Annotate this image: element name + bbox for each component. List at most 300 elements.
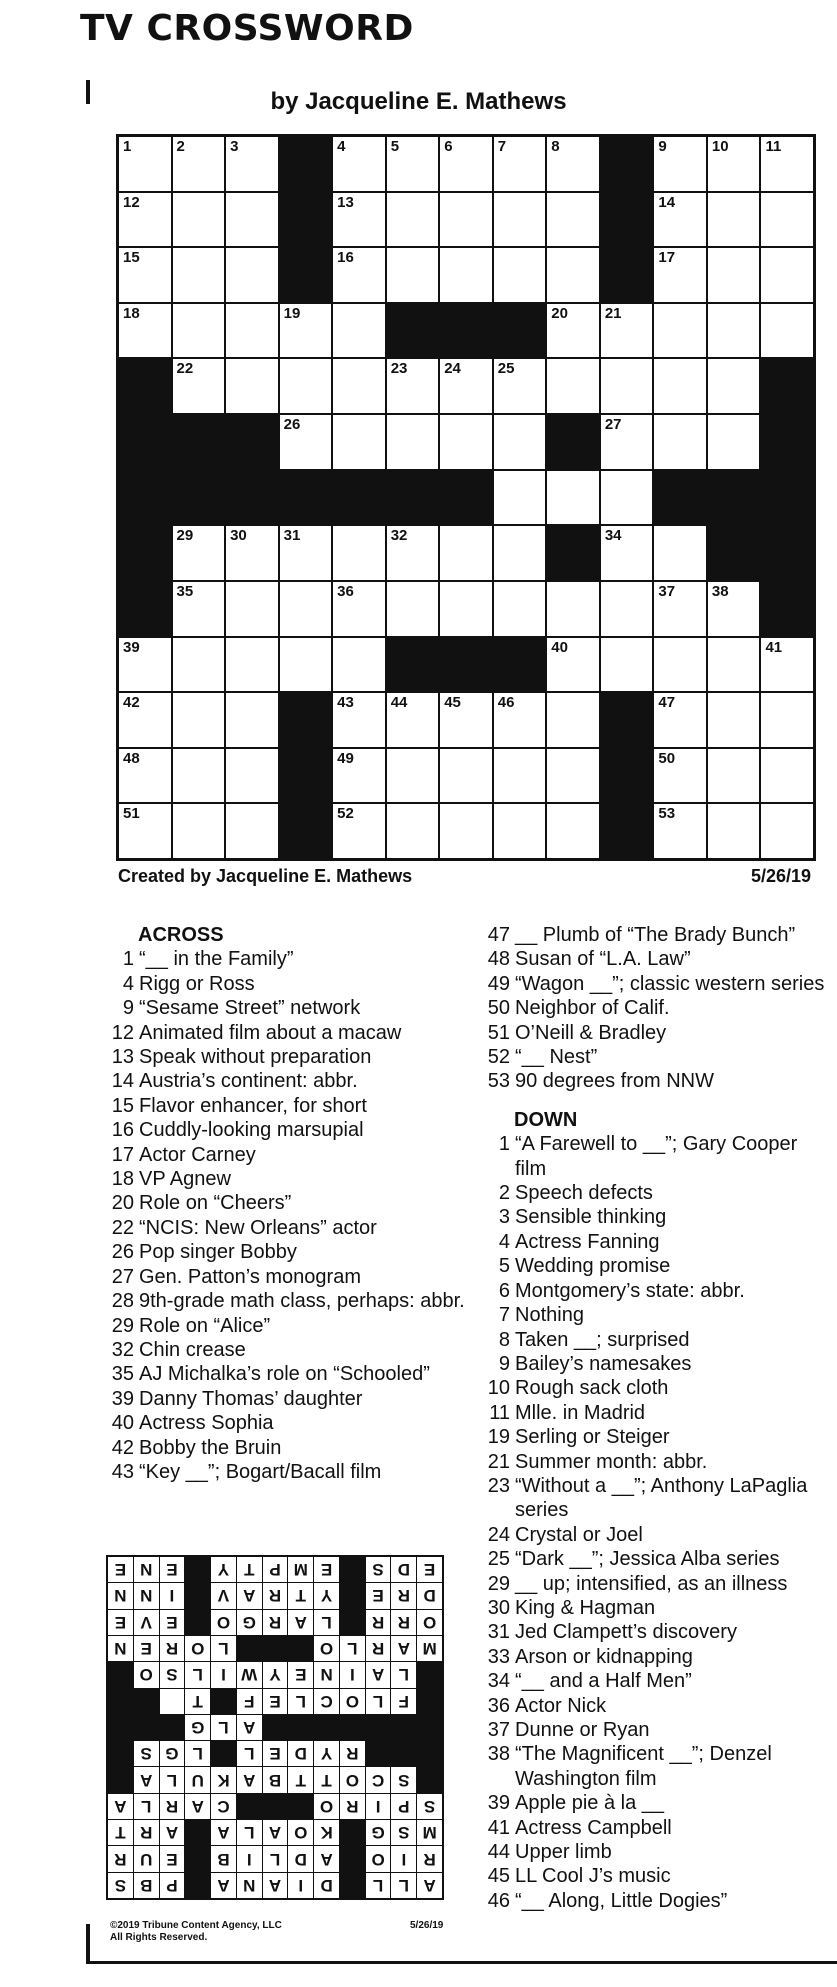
grid-cell[interactable] [119, 804, 171, 858]
black-square [387, 471, 439, 525]
grid-cell[interactable] [654, 248, 706, 302]
solution-cell: T [288, 1583, 313, 1608]
clue-number: 30 [487, 1596, 510, 1619]
solution-black-square [340, 1610, 365, 1635]
down-clue [476, 1205, 831, 1229]
grid-cell[interactable] [173, 693, 225, 747]
grid-cell[interactable] [226, 137, 278, 191]
grid-cell[interactable] [440, 137, 492, 191]
grid-cell[interactable] [173, 526, 225, 580]
grid-cell[interactable] [547, 304, 599, 358]
grid-cell[interactable] [494, 193, 546, 247]
black-square [601, 749, 653, 803]
grid-cell[interactable] [547, 638, 599, 692]
clue-text: Flavor enhancer, for short [139, 1094, 367, 1117]
grid-cell[interactable] [173, 193, 225, 247]
grid-cell[interactable] [601, 471, 653, 525]
grid-cell[interactable] [173, 804, 225, 858]
grid-cell[interactable] [708, 415, 760, 469]
grid-cell[interactable] [333, 638, 385, 692]
grid-cell[interactable] [440, 526, 492, 580]
solution-cell: E [288, 1662, 313, 1687]
black-square [226, 471, 278, 525]
solution-cell: N [237, 1873, 262, 1898]
grid-cell[interactable] [654, 304, 706, 358]
clue-number: 15 [123, 249, 140, 267]
grid-cell[interactable] [387, 193, 439, 247]
grid-cell[interactable] [601, 359, 653, 413]
grid-cell[interactable] [226, 749, 278, 803]
clue-text: Bailey’s namesakes [515, 1352, 692, 1375]
black-square [119, 526, 171, 580]
clue-text: Montgomery’s state: abbr. [515, 1279, 745, 1302]
clue-text: Actor Carney [139, 1143, 256, 1166]
grid-cell[interactable] [761, 304, 813, 358]
grid-cell[interactable] [761, 749, 813, 803]
grid-cell[interactable] [708, 359, 760, 413]
clue-text: King & Hagman [515, 1596, 656, 1619]
clue-number: 22 [111, 1216, 134, 1239]
grid-cell[interactable] [547, 359, 599, 413]
grid-cell[interactable] [654, 526, 706, 580]
clue-text: Actress Fanning [515, 1230, 660, 1253]
solution-cell: L [391, 1873, 416, 1898]
down-clue [476, 1230, 831, 1254]
across-clue [100, 1387, 470, 1411]
clue-number: 41 [765, 638, 783, 656]
solution-cell: L [160, 1767, 185, 1792]
across-clue [100, 1069, 470, 1093]
solution-cell: G [366, 1820, 391, 1845]
grid-cell[interactable] [494, 415, 546, 469]
grid-cell[interactable] [654, 804, 706, 858]
clue-text: Mlle. in Madrid [515, 1401, 646, 1424]
solution-black-square [263, 1636, 288, 1661]
solution-cell: U [134, 1846, 159, 1871]
solution-cell: L [391, 1662, 416, 1687]
solution-cell: T [288, 1767, 313, 1792]
clue-number: 34 [487, 1670, 510, 1693]
grid-cell[interactable] [226, 359, 278, 413]
grid-cell[interactable] [708, 693, 760, 747]
solution-black-square [417, 1662, 442, 1687]
grid-cell[interactable] [440, 248, 492, 302]
clue-column-left [100, 923, 470, 1484]
solution-cell: M [288, 1557, 313, 1582]
clue-text: “NCIS: New Orleans” actor [139, 1216, 377, 1239]
clue-number: 6 [498, 1279, 510, 1302]
black-square [226, 415, 278, 469]
solution-cell: R [391, 1583, 416, 1608]
solution-cell: M [417, 1636, 442, 1661]
clue-number: 20 [551, 304, 568, 322]
black-square [173, 415, 225, 469]
solution-cell: C [366, 1767, 391, 1792]
grid-cell[interactable] [708, 582, 760, 636]
grid-cell[interactable] [601, 526, 653, 580]
grid-cell[interactable] [654, 749, 706, 803]
down-clue [476, 1450, 831, 1474]
grid-cell[interactable] [440, 693, 492, 747]
grid-cell[interactable] [440, 582, 492, 636]
grid-cell[interactable] [547, 248, 599, 302]
solution-cell: N [108, 1636, 133, 1661]
solution-cell: R [417, 1846, 442, 1871]
grid-cell[interactable] [494, 248, 546, 302]
grid-cell[interactable] [601, 638, 653, 692]
grid-cell[interactable] [654, 415, 706, 469]
grid-cell[interactable] [654, 638, 706, 692]
solution-cell: E [263, 1689, 288, 1714]
clue-text: “__ in the Family” [139, 948, 294, 971]
grid-cell[interactable] [494, 804, 546, 858]
grid-cell[interactable] [547, 749, 599, 803]
grid-cell[interactable] [333, 359, 385, 413]
grid-cell[interactable] [333, 693, 385, 747]
grid-cell[interactable] [333, 304, 385, 358]
solution-cell: B [134, 1873, 159, 1898]
clue-number: 9 [122, 997, 134, 1020]
solution-cell: A [211, 1873, 236, 1898]
solution-cell: I [237, 1846, 262, 1871]
grid-cell[interactable] [440, 749, 492, 803]
grid-cell[interactable] [708, 749, 760, 803]
grid-cell[interactable] [333, 248, 385, 302]
grid-cell[interactable] [761, 638, 813, 692]
clue-number: 42 [123, 694, 140, 712]
grid-cell[interactable] [708, 193, 760, 247]
solution-cell: A [211, 1820, 236, 1845]
clue-number: 33 [487, 1645, 510, 1668]
black-square [654, 471, 706, 525]
clue-text: Chin crease [139, 1338, 246, 1361]
solution-cell: G [185, 1715, 210, 1740]
grid-cell[interactable] [708, 638, 760, 692]
solution-cell: L [134, 1794, 159, 1819]
down-clue [476, 1816, 831, 1840]
grid-cell[interactable] [387, 804, 439, 858]
grid-cell[interactable] [226, 526, 278, 580]
solution-black-square [263, 1715, 288, 1740]
across-clue-list [100, 947, 470, 1484]
down-clue [476, 1425, 831, 1449]
clue-text: Speech defects [515, 1182, 653, 1205]
grid-cell[interactable] [654, 193, 706, 247]
grid-cell[interactable] [387, 693, 439, 747]
across-clue [476, 972, 831, 996]
clue-number: 37 [487, 1719, 510, 1741]
clue-number: 48 [487, 948, 510, 971]
grid-cell[interactable] [280, 359, 332, 413]
grid-cell[interactable] [547, 471, 599, 525]
solution-black-square [288, 1794, 313, 1819]
grid-cell[interactable] [119, 248, 171, 302]
clue-text: “__ and a Half Men” [515, 1670, 692, 1693]
grid-cell[interactable] [601, 582, 653, 636]
grid-cell[interactable] [119, 193, 171, 247]
solution-cell: L [340, 1636, 365, 1661]
clue-number: 51 [487, 1021, 510, 1044]
down-clue [476, 1596, 831, 1620]
grid-cell[interactable] [494, 359, 546, 413]
clue-number: 44 [487, 1841, 510, 1864]
grid-cell[interactable] [226, 304, 278, 358]
clue-text: Pop singer Bobby [139, 1241, 297, 1264]
solution-cell: T [314, 1767, 339, 1792]
solution-cell: G [237, 1610, 262, 1635]
grid-cell[interactable] [654, 359, 706, 413]
solution-black-square [237, 1794, 262, 1819]
clue-number: 25 [497, 360, 515, 378]
grid-cell[interactable] [761, 804, 813, 858]
grid-cell[interactable] [333, 582, 385, 636]
grid-cell[interactable] [119, 693, 171, 747]
grid-cell[interactable] [173, 359, 225, 413]
solution-cell: I [211, 1662, 236, 1687]
grid-cell[interactable] [440, 415, 492, 469]
solution-black-square [134, 1715, 159, 1740]
solution-cell: V [211, 1583, 236, 1608]
clue-number: 4 [498, 1230, 510, 1253]
solution-cell: D [288, 1846, 313, 1871]
grid-cell[interactable] [280, 415, 332, 469]
crossword-grid[interactable] [116, 134, 816, 861]
across-clue [100, 1167, 470, 1191]
grid-cell[interactable] [494, 137, 546, 191]
black-square [761, 359, 813, 413]
solution-black-square [185, 1846, 210, 1871]
clue-text: Jed Clampett’s discovery [515, 1621, 737, 1644]
grid-cell[interactable] [226, 248, 278, 302]
solution-cell: L [211, 1715, 236, 1740]
clue-column-right [476, 923, 831, 1913]
frame-line-bottom [86, 1924, 90, 1964]
clue-number: 28 [111, 1290, 134, 1313]
created-by: Created by Jacqueline E. Mathews [118, 866, 413, 886]
clue-number: 43 [111, 1460, 134, 1483]
solution-cell: O [366, 1846, 391, 1871]
clue-number: 39 [123, 638, 140, 656]
across-clue [100, 1021, 470, 1045]
down-clue [476, 1132, 831, 1181]
clue-text: Gen. Patton’s monogram [139, 1265, 361, 1288]
grid-cell[interactable] [547, 582, 599, 636]
solution-black-square [185, 1873, 210, 1898]
solution-cell: V [134, 1610, 159, 1635]
solution-cell: O [340, 1689, 365, 1714]
black-square [280, 193, 332, 247]
solution-cell: R [366, 1610, 391, 1635]
grid-cell[interactable] [226, 638, 278, 692]
grid-cell[interactable] [387, 749, 439, 803]
grid-cell[interactable] [280, 304, 332, 358]
grid-cell[interactable] [708, 137, 760, 191]
grid-cell[interactable] [708, 804, 760, 858]
clue-text: Danny Thomas’ daughter [139, 1387, 363, 1410]
solution-cell: L [237, 1820, 262, 1845]
across-clue [476, 1021, 831, 1045]
clue-number: 22 [176, 360, 194, 378]
grid-cell[interactable] [708, 248, 760, 302]
clue-number: 26 [111, 1241, 134, 1264]
across-clue [100, 972, 470, 996]
grid-cell[interactable] [119, 137, 171, 191]
down-clue [476, 1645, 831, 1669]
grid-cell[interactable] [226, 582, 278, 636]
clue-number: 44 [390, 694, 408, 712]
clue-text: Crystal or Joel [515, 1523, 643, 1546]
clue-number: 12 [123, 193, 140, 211]
solution-cell: A [108, 1794, 133, 1819]
grid-cell[interactable] [333, 804, 385, 858]
clue-number: 6 [444, 138, 453, 155]
black-square [601, 804, 653, 858]
down-clue [476, 1352, 831, 1376]
grid-cell[interactable] [494, 582, 546, 636]
puzzle-date: 5/26/19 [750, 866, 811, 886]
grid-cell[interactable] [333, 749, 385, 803]
grid-cell[interactable] [387, 415, 439, 469]
clue-number: 52 [487, 1046, 510, 1069]
grid-cell[interactable] [654, 693, 706, 747]
grid-cell[interactable] [387, 582, 439, 636]
grid-cell[interactable] [173, 638, 225, 692]
across-clue [476, 1045, 831, 1069]
grid-cell[interactable] [494, 471, 546, 525]
grid-cell[interactable] [494, 749, 546, 803]
grid-cell[interactable] [280, 526, 332, 580]
grid-cell[interactable] [280, 582, 332, 636]
grid-cell[interactable] [226, 693, 278, 747]
solution-grid-upside-down [106, 1555, 444, 1900]
grid-cell[interactable] [761, 248, 813, 302]
grid-cell[interactable] [333, 193, 385, 247]
grid-cell[interactable] [119, 749, 171, 803]
clue-number: 4 [122, 972, 134, 995]
clue-number: 38 [487, 1743, 510, 1766]
down-clue [476, 1279, 831, 1303]
solution-cell: D [288, 1741, 313, 1766]
grid-cell[interactable] [601, 415, 653, 469]
solution-cell: E [108, 1557, 133, 1582]
solution-black-square [340, 1583, 365, 1608]
solution-black-square [185, 1820, 210, 1845]
solution-cell: A [314, 1846, 339, 1871]
black-square [119, 415, 171, 469]
grid-cell[interactable] [440, 804, 492, 858]
grid-cell[interactable] [654, 137, 706, 191]
solution-cell: C [314, 1689, 339, 1714]
grid-cell[interactable] [547, 804, 599, 858]
clue-text: Role on “Alice” [139, 1314, 271, 1337]
solution-cell: I [288, 1873, 313, 1898]
clue-number: 53 [658, 805, 676, 823]
clue-number: 35 [111, 1363, 134, 1386]
clue-text: Actor Nick [515, 1694, 607, 1717]
grid-cell[interactable] [387, 359, 439, 413]
grid-cell[interactable] [654, 582, 706, 636]
grid-cell[interactable] [494, 526, 546, 580]
grid-cell[interactable] [440, 359, 492, 413]
grid-cell[interactable] [333, 137, 385, 191]
grid-cell[interactable] [761, 137, 813, 191]
clue-number: 26 [283, 416, 301, 434]
down-heading: DOWN [514, 1108, 578, 1131]
grid-cell[interactable] [173, 304, 225, 358]
solution-cell: K [211, 1767, 236, 1792]
across-clue [476, 1069, 831, 1093]
clue-text: Serling or Steiger [515, 1426, 670, 1449]
grid-cell[interactable] [119, 304, 171, 358]
grid-cell[interactable] [387, 248, 439, 302]
across-clue [100, 1191, 470, 1215]
grid-cell[interactable] [173, 749, 225, 803]
grid-cell[interactable] [494, 693, 546, 747]
solution-cell: E [366, 1583, 391, 1608]
grid-cell[interactable] [173, 248, 225, 302]
clue-number: 13 [337, 193, 354, 211]
grid-cell[interactable] [547, 137, 599, 191]
solution-cell: A [160, 1820, 185, 1845]
down-clue [476, 1303, 831, 1327]
grid-cell[interactable] [173, 137, 225, 191]
grid-cell[interactable] [387, 526, 439, 580]
grid-cell[interactable] [119, 638, 171, 692]
black-square [601, 193, 653, 247]
clue-text: 90 degrees from NNW [515, 1070, 714, 1093]
black-square [440, 638, 492, 692]
grid-cell[interactable] [173, 582, 225, 636]
solution-cell: L [185, 1741, 210, 1766]
grid-cell[interactable] [708, 304, 760, 358]
grid-cell[interactable] [601, 304, 653, 358]
clue-number: 21 [487, 1450, 510, 1473]
grid-cell[interactable] [387, 137, 439, 191]
clue-number: 24 [444, 360, 461, 378]
solution-cell: O [288, 1820, 313, 1845]
solution-cell: E [134, 1636, 159, 1661]
clue-text: Upper limb [515, 1841, 612, 1864]
solution-cell: E [160, 1557, 185, 1582]
grid-cell[interactable] [440, 193, 492, 247]
clue-number: 13 [111, 1046, 134, 1069]
across-clue [100, 1216, 470, 1240]
grid-cell[interactable] [226, 804, 278, 858]
solution-cell: W [237, 1662, 262, 1687]
solution-black-square [185, 1610, 210, 1635]
across-clue [100, 1436, 470, 1460]
solution-cell: A [134, 1767, 159, 1792]
grid-cell[interactable] [547, 193, 599, 247]
grid-cell[interactable] [333, 415, 385, 469]
clue-number: 52 [337, 805, 354, 823]
black-square [387, 304, 439, 358]
down-clue [476, 1254, 831, 1278]
clue-number: 21 [604, 304, 622, 322]
grid-cell[interactable] [226, 193, 278, 247]
grid-cell[interactable] [547, 693, 599, 747]
clue-number: 16 [111, 1119, 134, 1142]
grid-cell[interactable] [333, 526, 385, 580]
black-square [494, 638, 546, 692]
clue-number: 10 [487, 1377, 510, 1400]
grid-cell[interactable] [280, 638, 332, 692]
solution-cell: O [314, 1636, 339, 1661]
grid-cell[interactable] [761, 193, 813, 247]
grid-cell[interactable] [761, 693, 813, 747]
clue-number: 49 [337, 749, 354, 767]
solution-cell: F [391, 1689, 416, 1714]
